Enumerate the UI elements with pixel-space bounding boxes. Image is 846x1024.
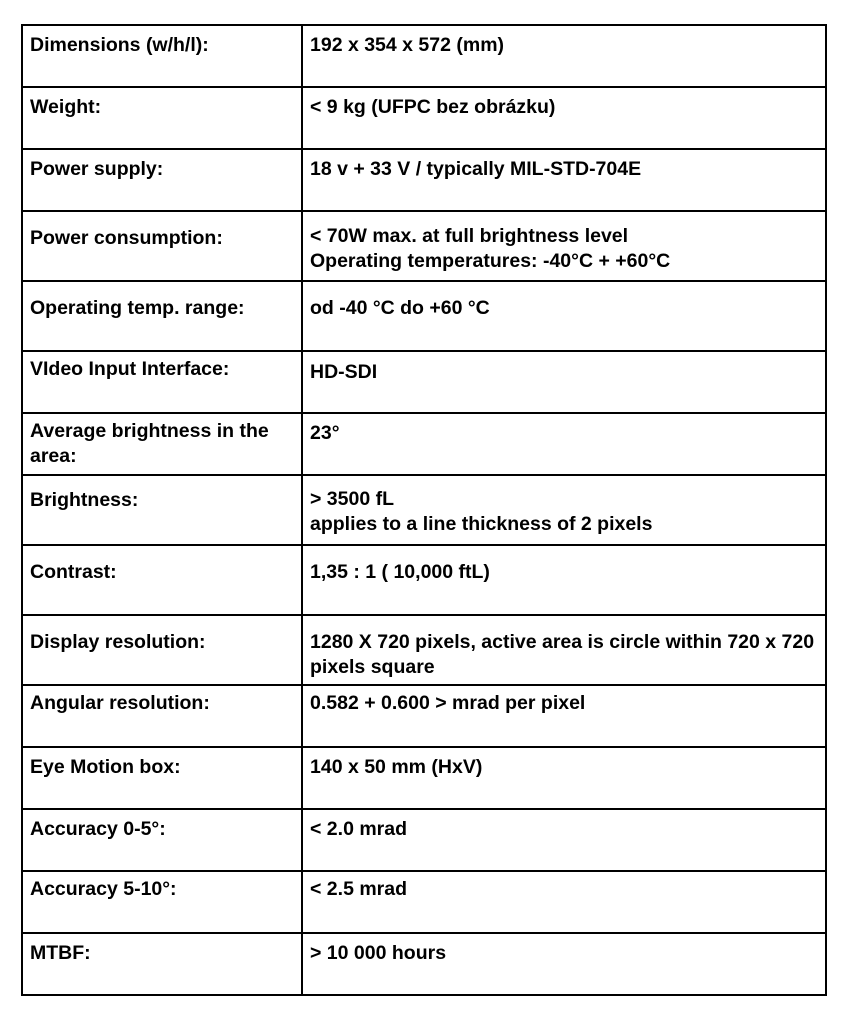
table-row	[22, 747, 826, 809]
spec-value: > 3500 fL applies to a line thickness of 2 pixels	[302, 475, 826, 545]
spec-label: Angular resolution:	[22, 685, 302, 747]
table-row	[22, 809, 826, 871]
spec-value: > 10 000 hours	[302, 933, 826, 995]
table-row	[22, 149, 826, 211]
spec-label: Brightness:	[22, 475, 302, 545]
table-row	[22, 615, 826, 685]
table-row	[22, 25, 826, 87]
spec-label: Display resolution:	[22, 615, 302, 685]
spec-table-body	[22, 25, 826, 995]
spec-label: Eye Motion box:	[22, 747, 302, 809]
spec-label: Operating temp. range:	[22, 281, 302, 351]
table-row	[22, 351, 826, 413]
table-row	[22, 281, 826, 351]
table-row	[22, 545, 826, 615]
spec-value: 1280 X 720 pixels, active area is circle within 720 x 720 pixels square	[302, 615, 826, 685]
table-row	[22, 933, 826, 995]
table-row	[22, 413, 826, 475]
table-row	[22, 871, 826, 933]
spec-label: Weight:	[22, 87, 302, 149]
spec-label: Contrast:	[22, 545, 302, 615]
spec-value: < 2.0 mrad	[302, 809, 826, 871]
spec-label: Dimensions (w/h/l):	[22, 25, 302, 87]
spec-table	[21, 24, 827, 996]
spec-label: MTBF:	[22, 933, 302, 995]
spec-value: od -40 °C do +60 °C	[302, 281, 826, 351]
spec-label: Accuracy 5-10°:	[22, 871, 302, 933]
table-row	[22, 475, 826, 545]
spec-value: HD-SDI	[302, 351, 826, 413]
spec-label: Average brightness in the area:	[22, 413, 302, 475]
table-row	[22, 685, 826, 747]
spec-value: < 9 kg (UFPC bez obrázku)	[302, 87, 826, 149]
spec-value: 0.582 + 0.600 > mrad per pixel	[302, 685, 826, 747]
spec-label: Power supply:	[22, 149, 302, 211]
spec-value: 192 x 354 x 572 (mm)	[302, 25, 826, 87]
spec-value: 18 v + 33 V / typically MIL-STD-704E	[302, 149, 826, 211]
spec-label: Accuracy 0-5°:	[22, 809, 302, 871]
spec-value: 140 x 50 mm (HxV)	[302, 747, 826, 809]
spec-value: < 2.5 mrad	[302, 871, 826, 933]
spec-value: 23°	[302, 413, 826, 475]
spec-value: 1,35 : 1 ( 10,000 ftL)	[302, 545, 826, 615]
table-row	[22, 87, 826, 149]
spec-label: VIdeo Input Interface:	[22, 351, 302, 413]
spec-value: < 70W max. at full brightness level Operating temperatures: -40°C + +60°C	[302, 211, 826, 281]
table-row	[22, 211, 826, 281]
spec-label: Power consumption:	[22, 211, 302, 281]
